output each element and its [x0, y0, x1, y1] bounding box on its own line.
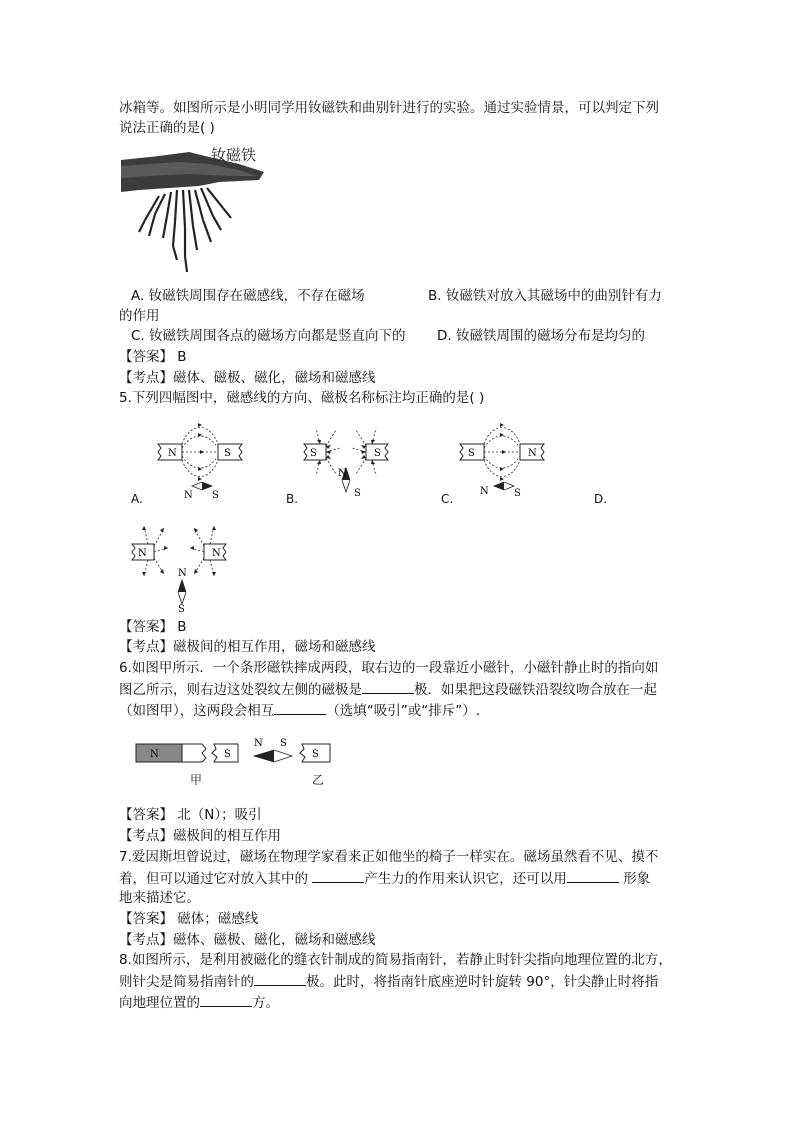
q4-option-a: A. 钕磁铁周围存在磁感线，不存在磁场 — [131, 288, 365, 304]
q7-text-line-2 — [119, 868, 650, 889]
q6-line-3-start: （如图甲），这两段会相互 — [119, 703, 275, 719]
q7-answer: 【答案】 磁体；磁感线 — [119, 911, 259, 927]
q7-line-2-middle: 产生力的作用来认识它，还可以用 — [364, 871, 567, 887]
q5-figure-d — [124, 514, 234, 618]
fig-c-right-pole: N — [528, 448, 537, 459]
q6-fig-needle-s: S — [280, 738, 287, 749]
q6-answer: 【答案】 北（N）；吸引 — [119, 807, 262, 823]
q6-text-line-2 — [119, 679, 657, 700]
fig-a-left-pole: N — [168, 448, 177, 459]
q8-blank-pole[interactable] — [254, 971, 306, 986]
q5-figure-a — [150, 418, 250, 504]
q8-line-2-end: 极。此时，将指南针底座逆时针旋转 90°，针尖静止时将指 — [306, 974, 659, 990]
q8-blank-direction[interactable] — [200, 992, 252, 1007]
q8-text-line-1: 8.如图所示，是利用被磁化的缝衣针制成的简易指南针，若静止时针尖指向地理位置的北方， — [119, 952, 672, 968]
fig-b-needle-s: S — [354, 488, 361, 499]
fig-d-needle-n: N — [178, 568, 187, 579]
q4-text-line-2: 说法正确的是( ) — [119, 120, 215, 136]
q6-fig-s-pole-1: S — [224, 749, 231, 760]
q5-figure-c — [452, 418, 552, 504]
q7-line-2-start: 着，但可以通过它对放入其中的 — [119, 871, 308, 887]
fig-a-needle-n: N — [184, 490, 193, 500]
q5-stem: 5.下列四幅图中，磁感线的方向、磁极名称标注均正确的是( ) — [119, 390, 485, 406]
q6-fig-n-pole: N — [150, 749, 159, 760]
q5-figure-b — [296, 418, 396, 504]
q7-line-2-end: 形象 — [623, 871, 651, 887]
q6-fig-s-pole-2: S — [312, 749, 319, 760]
q4-option-b-continued: 的作用 — [119, 308, 160, 324]
magnet-photo-label: 钕磁铁 — [211, 148, 257, 164]
q5-label-d: D. — [594, 492, 608, 506]
q7-knowledge-point: 【考点】磁体、磁极、磁化，磁场和磁感线 — [119, 932, 376, 948]
q6-knowledge-point: 【考点】磁极间的相互作用 — [119, 828, 281, 844]
q7-text-line-1: 7.爱因斯坦曾说过，磁场在物理学家看来正如他坐的椅子一样实在。磁场虽然看不见、摸不 — [119, 849, 659, 865]
q8-line-3-end: 方。 — [252, 995, 279, 1011]
q6-text-line-1: 6.如图甲所示．一个条形磁铁摔成两段，取右边的一段靠近小磁针，小磁针静止时的指向如 — [119, 660, 659, 676]
q5-label-a: A. — [131, 492, 143, 506]
q6-figure — [134, 734, 340, 794]
q6-line-2-start: 图乙所示，则右边这处裂纹左侧的磁极是 — [119, 682, 362, 698]
q6-fig-needle-n: N — [254, 738, 263, 749]
q4-text-line-1: 冰箱等。如图所示是小明同学用钕磁铁和曲别针进行的实验。通过实验情景，可以判定下列 — [119, 100, 659, 116]
fig-d-left-pole: N — [138, 548, 147, 559]
q5-knowledge-point: 【考点】磁极间的相互作用，磁场和磁感线 — [119, 639, 376, 655]
q4-option-b: B. 钕磁铁对放入其磁场中的曲别针有力 — [428, 288, 662, 304]
q8-text-line-3 — [119, 992, 279, 1013]
q8-line-3-start: 向地理位置的 — [119, 995, 200, 1011]
q7-blank-1[interactable] — [312, 868, 364, 883]
q8-text-line-2 — [119, 971, 658, 992]
fig-c-needle-s: S — [514, 488, 521, 499]
fig-a-needle-s: S — [212, 490, 219, 500]
q6-text-line-3 — [119, 700, 480, 721]
q6-line-3-end: （选填“吸引”或“排斥”）. — [326, 703, 481, 719]
q6-line-2-end: 极．如果把这段磁铁沿裂纹吻合放在一起 — [414, 682, 657, 698]
q5-answer: 【答案】 B — [119, 619, 187, 635]
q4-option-d: D. 钕磁铁周围的磁场分布是均匀的 — [437, 328, 645, 344]
q5-label-b: B. — [286, 492, 299, 506]
q6-blank-interaction[interactable] — [274, 700, 326, 715]
magnet-paperclip-photo — [119, 146, 269, 276]
fig-d-needle-s: S — [178, 604, 185, 614]
q7-text-line-3: 地来描述它。 — [119, 890, 200, 906]
fig-c-left-pole: S — [468, 448, 475, 459]
q6-label-jia: 甲 — [190, 773, 203, 787]
q7-blank-2[interactable] — [567, 868, 619, 883]
q5-label-c: C. — [441, 492, 454, 506]
q4-option-c: C. 钕磁铁周围各点的磁场方向都是竖直向下的 — [131, 328, 406, 344]
fig-b-right-pole: S — [374, 448, 381, 459]
fig-d-right-pole: N — [212, 548, 221, 559]
q4-knowledge-point: 【考点】磁体、磁极、磁化，磁场和磁感线 — [119, 370, 376, 386]
fig-c-needle-n: N — [480, 486, 489, 497]
q4-answer: 【答案】 B — [119, 349, 187, 365]
fig-b-left-pole: S — [310, 448, 317, 459]
fig-a-right-pole: S — [224, 448, 231, 459]
q6-label-yi: 乙 — [312, 773, 325, 787]
q8-line-2-start: 则针尖是简易指南针的 — [119, 974, 254, 990]
fig-b-needle-n: N — [338, 468, 347, 479]
q6-blank-pole[interactable] — [362, 679, 414, 694]
